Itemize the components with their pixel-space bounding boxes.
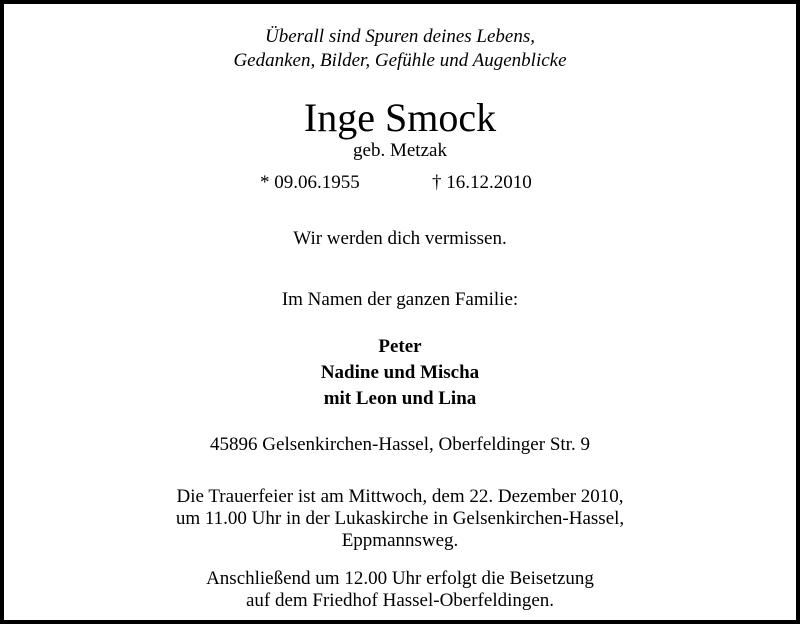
death-date: † 16.12.2010 [432,172,532,193]
burial-line-1: Anschließend um 12.00 Uhr erfolgt die Beisetzung [206,568,594,589]
family-address: 45896 Gelsenkirchen-Hassel, Oberfeldinger Str. 9 [210,434,590,455]
maiden-name: geb. Metzak [353,140,447,161]
family-member-line: Peter [378,336,422,357]
quote-line-1: Überall sind Spuren deines Lebens, [264,26,536,47]
service-line-2: um 11.00 Uhr in der Lukaskirche in Gelsenkirchen-Hassel, [175,508,625,529]
birth-date: * 09.06.1955 [260,172,360,193]
quote-line-2: Gedanken, Bilder, Gefühle und Augenblicke [233,50,567,71]
deceased-name: Inge Smock [303,95,497,140]
service-line-3: Eppmannsweg. [341,530,459,551]
service-line-1: Die Trauerfeier ist am Mittwoch, dem 22. Dezember 2010, [176,486,624,507]
family-intro: Im Namen der ganzen Familie: [281,289,519,310]
family-member-line: mit Leon und Lina [323,388,477,409]
burial-line-2: auf dem Friedhof Hassel-Oberfeldingen. [245,590,555,611]
farewell-message: Wir werden dich vermissen. [293,228,507,249]
family-member-line: Nadine und Mischa [320,362,480,383]
